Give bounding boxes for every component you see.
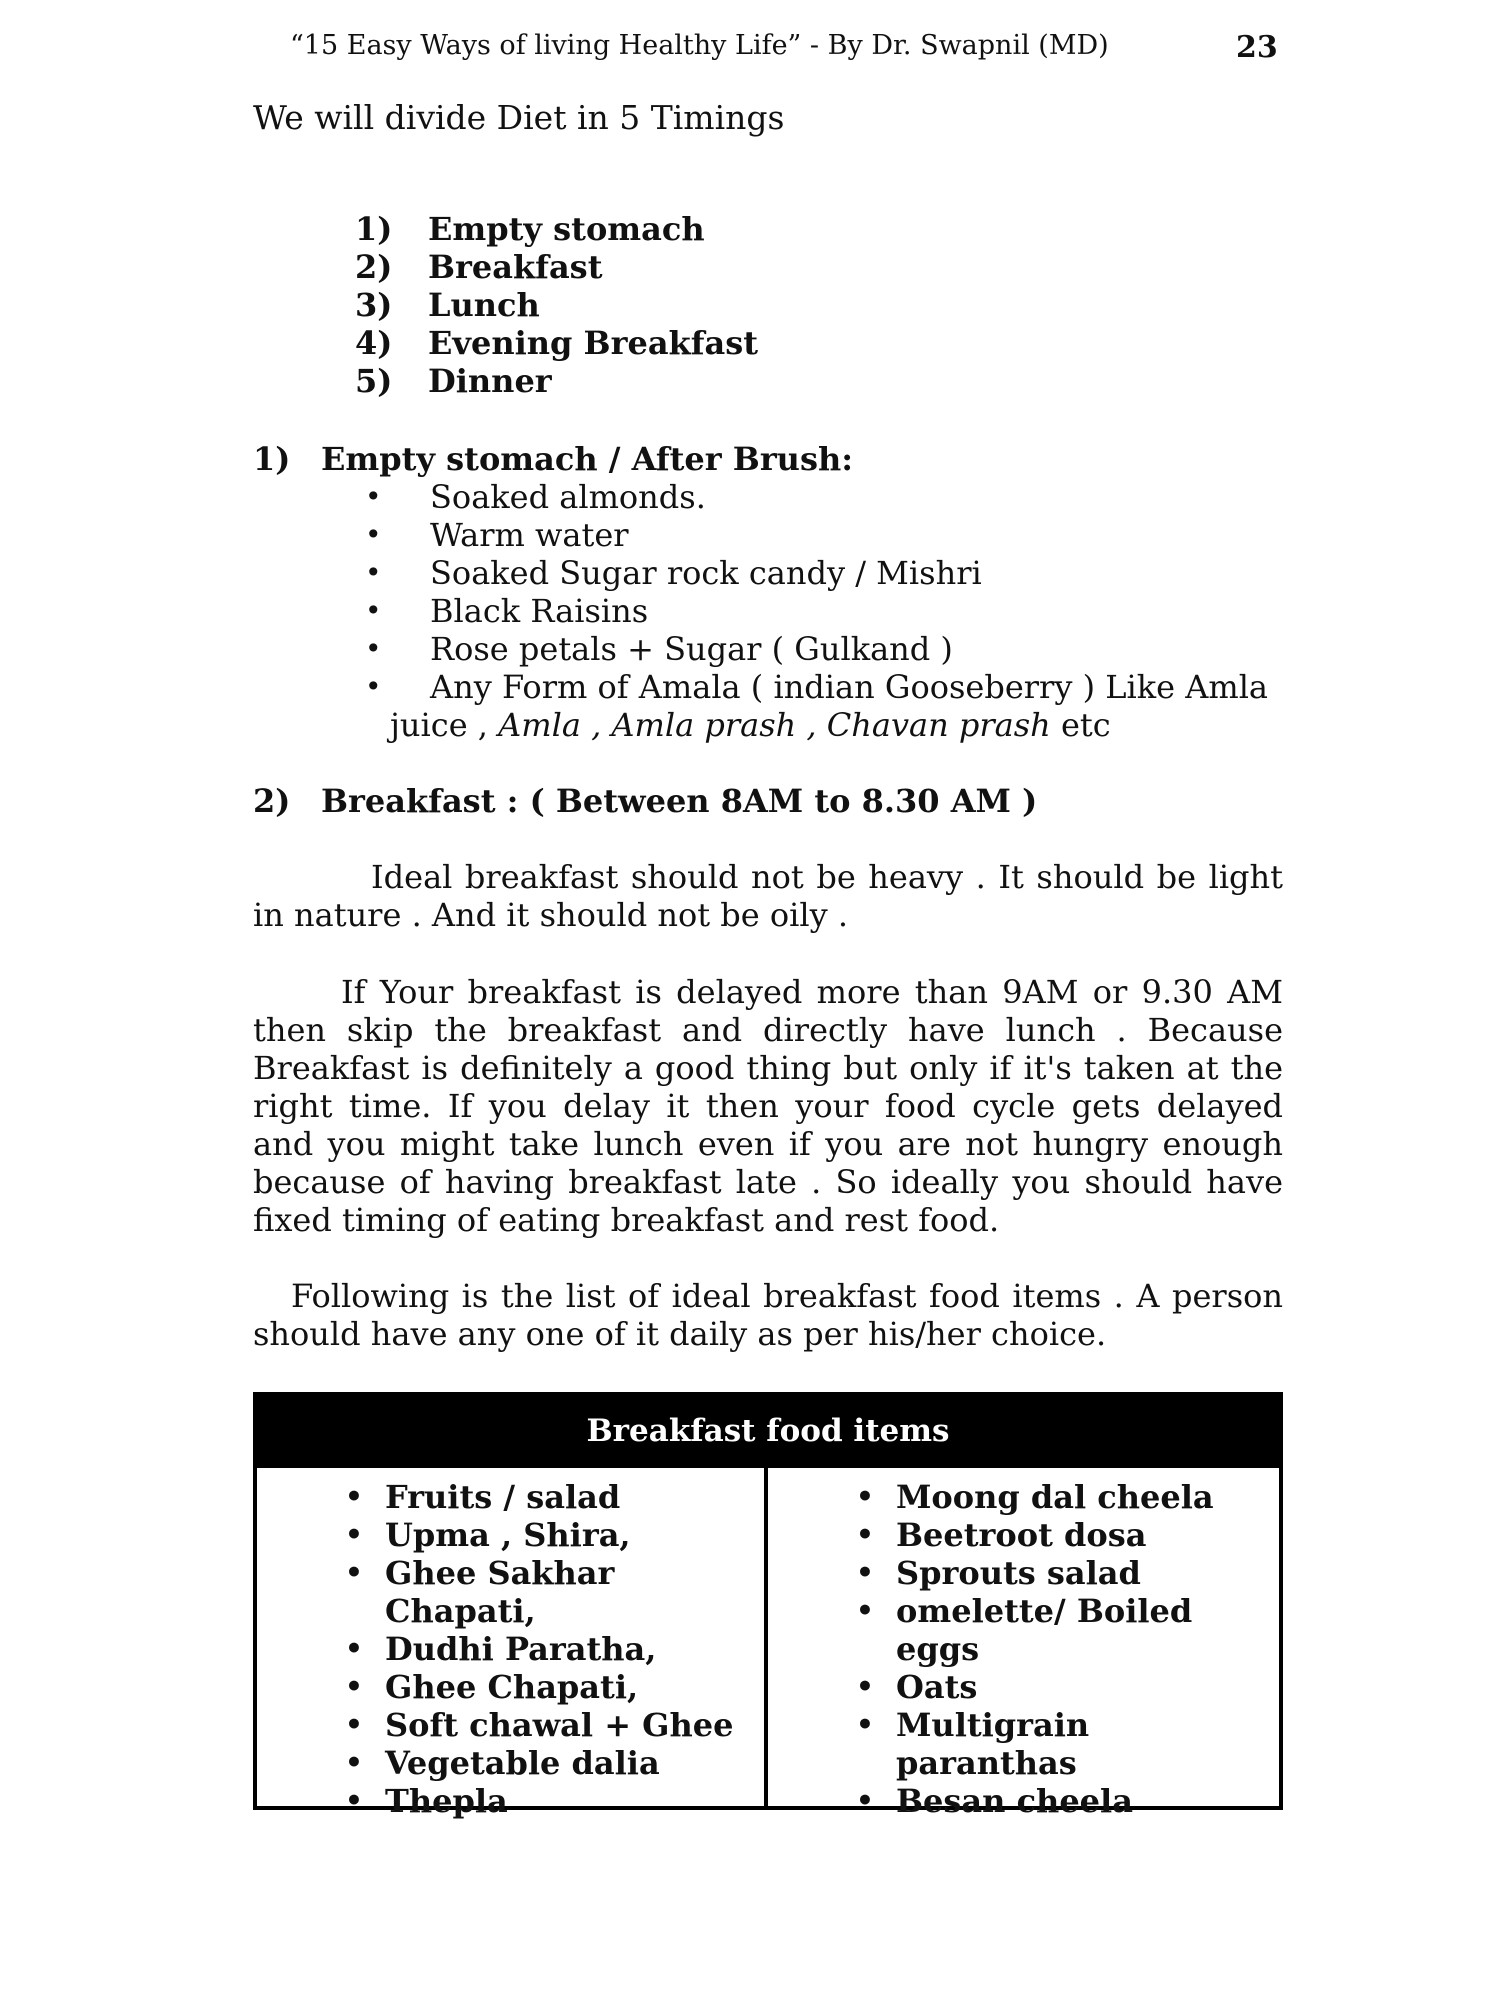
list-item: • Soaked Sugar rock candy / Mishri [355,554,1285,592]
timing-item: 3) Lunch [355,286,540,324]
food-item: • Sprouts salad [856,1554,1279,1592]
food-item: • Upma , Shira, [345,1516,764,1554]
page-number: 23 [1236,30,1278,65]
food-item: • Besan cheela [856,1782,1279,1820]
paragraph-light-breakfast: Ideal breakfast should not be heavy . It should be light in nature . And it should not be oily . [253,858,1283,934]
list-item: • Soaked almonds. [355,478,1285,516]
paragraph-delay-note: If Your breakfast is delayed more than 9AM or 9.30 AM then skip the breakfast and directly have lunch . Because Breakfast is definitely a good thing but only if it's taken at the right time. If you delay it then your food cycle gets delayed and you might take lunch even if you are not hungry enough because of having breakfast late . So ideally you should have fixed timing of eating breakfast and rest food. [253,973,1283,1239]
timing-item: 1) Empty stomach [355,210,705,248]
timing-item: 4) Evening Breakfast [355,324,759,362]
food-item: • Oats [856,1668,1279,1706]
running-header: “15 Easy Ways of living Healthy Life” - By Dr. Swapnil (MD) [290,30,1109,61]
food-item: • Fruits / salad [345,1478,764,1516]
timing-item: 5) Dinner [355,362,552,400]
timings-list [355,210,758,400]
food-item: • Beetroot dosa [856,1516,1279,1554]
list-item: • Warm water [355,516,1285,554]
food-item: • Dudhi Paratha, [345,1630,764,1668]
table-header: Breakfast food items [257,1396,1279,1468]
list-item: • Rose petals + Sugar ( Gulkand ) [355,630,1285,668]
food-item: • Multigrain paranthas [856,1706,1279,1782]
breakfast-food-table [253,1392,1283,1820]
timing-item: 2) Breakfast [355,248,603,286]
intro-line: We will divide Diet in 5 Timings [253,98,785,137]
table-right-column [768,1468,1279,1820]
section-heading-empty-stomach: 1) Empty stomach / After Brush: [253,440,854,478]
food-item: • Thepla [345,1782,764,1820]
food-item: • Vegetable dalia [345,1744,764,1782]
food-item: • Ghee Chapati, [345,1668,764,1706]
paragraph-list-intro: Following is the list of ideal breakfast food items . A person should have any one of it daily as per his/her choice. [253,1277,1283,1353]
empty-stomach-list [355,478,1285,744]
section-heading-breakfast: 2) Breakfast : ( Between 8AM to 8.30 AM ) [253,782,1038,820]
table-left-column [257,1468,768,1820]
list-item-amala: • Any Form of Amala ( indian Gooseberry ) Like Amla juice , Amla , Amla prash , Chavan prash etc [355,668,1285,744]
food-item: • omelette/ Boiled eggs [856,1592,1279,1668]
food-item: • Soft chawal + Ghee [345,1706,764,1744]
list-item: • Black Raisins [355,592,1285,630]
food-item: • Ghee Sakhar Chapati, [345,1554,764,1630]
food-item: • Moong dal cheela [856,1478,1279,1516]
